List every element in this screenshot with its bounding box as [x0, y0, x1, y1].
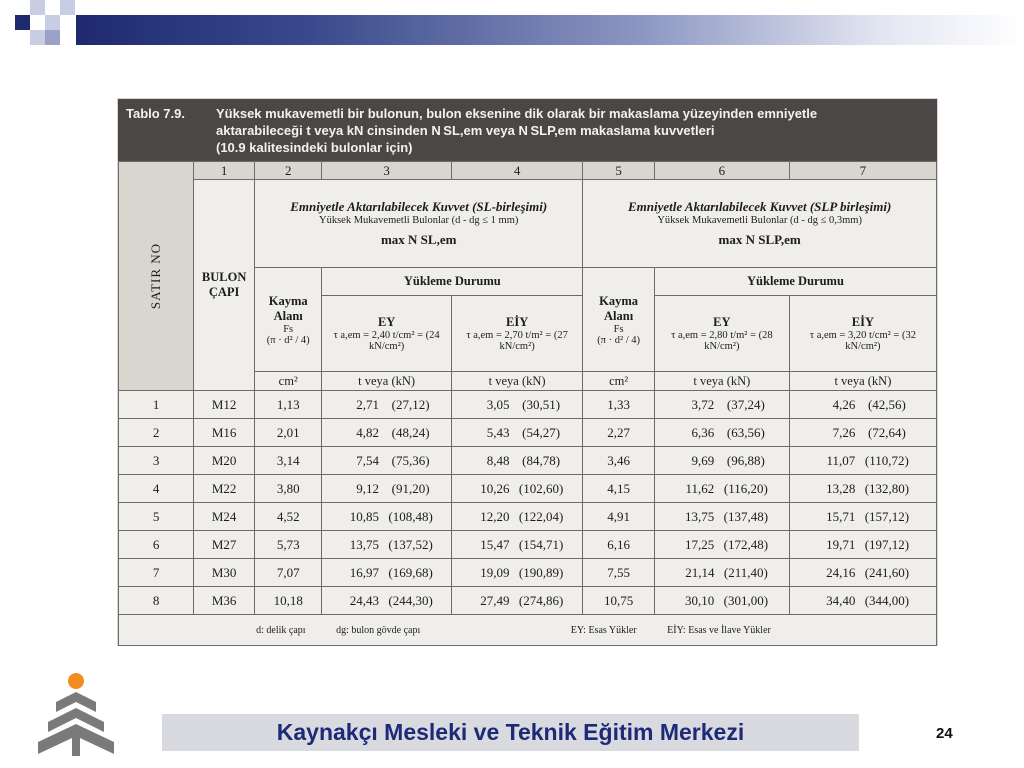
- slp-ey-value: [654, 475, 789, 503]
- value-kn: (102,60): [518, 480, 564, 496]
- unit-cell: cm²: [255, 372, 322, 391]
- value-t: 6,36: [691, 424, 715, 440]
- tau-value: τ a,em = 3,20 t/cm² = (32 kN/cm²): [809, 330, 916, 352]
- table-body: [119, 391, 937, 615]
- value-kn: (274,86): [518, 592, 564, 608]
- sl-eiy-value: [451, 531, 582, 559]
- shear-area-slp: 3,46: [583, 447, 655, 475]
- shear-area-slp: 7,55: [583, 559, 655, 587]
- value-t: 24,43: [349, 592, 380, 608]
- slp-ey-value: [654, 503, 789, 531]
- eiy-label: EİY: [506, 315, 529, 329]
- header-gradient-bar: [76, 15, 1024, 45]
- table-row: [119, 391, 937, 419]
- value-kn: (241,60): [864, 564, 910, 580]
- shear-area-sl: 5,73: [255, 531, 322, 559]
- shear-area-sl: 3,80: [255, 475, 322, 503]
- bolt-size: M12: [194, 391, 255, 419]
- column-number: 3: [322, 162, 452, 180]
- value-kn: (154,71): [518, 536, 564, 552]
- sl-ey-value: [322, 447, 452, 475]
- shear-area-slp: 4,91: [583, 503, 655, 531]
- sl-eiy-value: [451, 559, 582, 587]
- value-kn: (116,20): [723, 480, 768, 496]
- deco-square: [45, 30, 60, 45]
- unit-cell: t veya (kN): [322, 372, 452, 391]
- table-caption: [118, 99, 937, 161]
- shear-area-sl: 2,01: [255, 419, 322, 447]
- sl-eiy-value: [451, 447, 582, 475]
- table-title-line: aktarabileceği t veya kN cinsinden N SL,em veya N SLP,em makaslama kuvvetleri: [216, 123, 715, 138]
- value-kn: (84,78): [522, 452, 561, 468]
- value-kn: (72,64): [867, 424, 906, 440]
- value-t: 34,40: [826, 592, 856, 608]
- kayma-alani-sl: [255, 268, 322, 372]
- ey-label: EY: [377, 315, 396, 329]
- column-number-row: [119, 162, 937, 180]
- group-sl-header: [255, 180, 583, 268]
- value-t: 11,07: [826, 452, 856, 468]
- row-number: 5: [119, 503, 194, 531]
- slp-ey-value: [654, 559, 789, 587]
- area-formula: (π · d² / 4): [266, 334, 310, 346]
- slp-ey-value: [654, 419, 789, 447]
- value-t: 13,75: [349, 536, 380, 552]
- value-kn: (157,12): [864, 508, 910, 524]
- row-number: 1: [119, 391, 194, 419]
- unit-cell: t veya (kN): [789, 372, 936, 391]
- shear-area-slp: 1,33: [583, 391, 655, 419]
- bolt-size: M36: [194, 587, 255, 615]
- table-title-line: Yüksek mukavemetli bir bulonun, bulon eksenine dik olarak bir makaslama yüzeyinden emniyetle: [216, 106, 818, 121]
- value-kn: (110,72): [864, 452, 909, 468]
- slp-ey-value: [654, 587, 789, 615]
- sl-eiy-value: [451, 419, 582, 447]
- footnotes: [119, 615, 937, 646]
- table-row: [119, 531, 937, 559]
- value-kn: (169,68): [388, 564, 433, 580]
- deco-square: [45, 15, 60, 30]
- value-t: 13,75: [685, 508, 715, 524]
- kayma-alani-slp: [583, 268, 655, 372]
- scanned-table: [118, 99, 937, 645]
- value-t: 17,25: [685, 536, 715, 552]
- slp-eiy-value: [789, 447, 936, 475]
- satir-no-header: SATIR NO: [119, 162, 194, 391]
- bolt-size: M27: [194, 531, 255, 559]
- table-row: [119, 419, 937, 447]
- footnote: dg: bulon gövde çapı: [336, 624, 421, 636]
- value-t: 4,26: [832, 396, 856, 412]
- value-t: 9,12: [356, 480, 380, 496]
- table-row: [119, 475, 937, 503]
- group-slp-title: Emniyetle Aktarılabilecek Kuvvet (SLP birleşimi): [627, 199, 892, 214]
- sl-ey-value: [322, 531, 452, 559]
- slp-eiy-value: [789, 419, 936, 447]
- tau-value: τ a,em = 2,70 t/m² = (27 kN/cm²): [466, 330, 568, 352]
- deco-square: [30, 0, 45, 15]
- unit-cell: t veya (kN): [654, 372, 789, 391]
- row-number: 3: [119, 447, 194, 475]
- value-kn: (75,36): [391, 452, 430, 468]
- value-t: 30,10: [685, 592, 715, 608]
- slp-eiy-cell: [789, 296, 936, 372]
- value-t: 2,71: [356, 396, 380, 412]
- eiy-label: EİY: [851, 315, 875, 329]
- value-kn: (190,89): [518, 564, 564, 580]
- sl-eiy-cell: [451, 296, 582, 372]
- row-number: 8: [119, 587, 194, 615]
- value-t: 13,28: [826, 480, 856, 496]
- sl-ey-value: [322, 475, 452, 503]
- sl-eiy-value: [451, 587, 582, 615]
- value-t: 16,97: [349, 564, 380, 580]
- tau-value: τ a,em = 2,80 t/m² = (28 kN/cm²): [671, 330, 773, 352]
- slp-eiy-value: [789, 559, 936, 587]
- value-t: 24,16: [826, 564, 856, 580]
- value-t: 4,82: [356, 424, 380, 440]
- row-number: 4: [119, 475, 194, 503]
- column-number: 6: [654, 162, 789, 180]
- slp-ey-cell: [654, 296, 789, 372]
- institution-name: Kaynakçı Mesleki ve Teknik Eğitim Merkezi: [276, 719, 745, 745]
- column-number: 4: [451, 162, 582, 180]
- slp-eiy-value: [789, 503, 936, 531]
- sl-ey-value: [322, 559, 452, 587]
- value-t: 11,62: [685, 480, 715, 496]
- value-t: 7,26: [832, 424, 856, 440]
- row-number: 6: [119, 531, 194, 559]
- bolt-shear-table: [118, 161, 937, 646]
- value-kn: (96,88): [726, 452, 765, 468]
- group-slp-subtitle: Yüksek Mukavemetli Bulonlar (d - dg ≤ 0,3mm): [657, 215, 862, 226]
- unit-cell: t veya (kN): [451, 372, 582, 391]
- slp-ey-value: [654, 447, 789, 475]
- footer-band: [162, 714, 859, 751]
- column-number: 1: [194, 162, 255, 180]
- yukleme-durumu-sl: Yükleme Durumu: [322, 268, 583, 296]
- value-kn: (172,48): [723, 536, 769, 552]
- bolt-size: M16: [194, 419, 255, 447]
- value-kn: (30,51): [522, 396, 561, 412]
- page-number: 24: [936, 725, 953, 742]
- table-number: Tablo 7.9.: [126, 106, 185, 121]
- bolt-size: M20: [194, 447, 255, 475]
- shear-area-slp: 4,15: [583, 475, 655, 503]
- value-kn: (48,24): [391, 424, 430, 440]
- column-number: 5: [583, 162, 655, 180]
- footnote: EİY: Esas ve İlave Yükler: [667, 624, 771, 636]
- slp-eiy-value: [789, 531, 936, 559]
- value-kn: (344,00): [864, 592, 910, 608]
- bolt-size: M22: [194, 475, 255, 503]
- value-t: 15,71: [826, 508, 856, 524]
- value-t: 15,47: [480, 536, 510, 552]
- fs-label: Fs: [613, 323, 624, 335]
- value-kn: (132,80): [864, 480, 910, 496]
- value-t: 19,71: [826, 536, 856, 552]
- sl-eiy-value: [451, 475, 582, 503]
- shear-area-sl: 4,52: [255, 503, 322, 531]
- group-sl-subtitle: Yüksek Mukavemetli Bulonlar (d - dg ≤ 1 mm): [318, 215, 519, 226]
- slp-eiy-value: [789, 475, 936, 503]
- value-kn: (211,40): [723, 564, 768, 580]
- value-t: 8,48: [486, 452, 510, 468]
- shear-area-slp: 2,27: [583, 419, 655, 447]
- value-kn: (54,27): [522, 424, 561, 440]
- value-kn: (122,04): [518, 508, 564, 524]
- shear-area-sl: 7,07: [255, 559, 322, 587]
- column-number: 2: [255, 162, 322, 180]
- footnote-row: [119, 615, 937, 646]
- value-kn: (244,30): [388, 592, 433, 608]
- shear-area-slp: 6,16: [583, 531, 655, 559]
- value-t: 19,09: [480, 564, 510, 580]
- yukleme-durumu-slp: Yükleme Durumu: [654, 268, 936, 296]
- area-formula: (π · d² / 4): [597, 334, 641, 346]
- table-row: [119, 447, 937, 475]
- tau-value: τ a,em = 2,40 t/cm² = (24 kN/cm²): [333, 330, 440, 352]
- bolt-size: M30: [194, 559, 255, 587]
- bolt-size: M24: [194, 503, 255, 531]
- kayma-alani-label: Kayma Alanı: [599, 293, 639, 323]
- footnote: EY: Esas Yükler: [570, 624, 637, 636]
- value-t: 27,49: [480, 592, 510, 608]
- column-number: 7: [789, 162, 936, 180]
- value-kn: (137,48): [723, 508, 769, 524]
- value-t: 5,43: [486, 424, 510, 440]
- table-title-line: (10.9 kalitesindeki bulonlar için): [216, 140, 413, 155]
- shear-area-slp: 10,75: [583, 587, 655, 615]
- value-kn: (91,20): [391, 480, 430, 496]
- value-kn: (63,56): [726, 424, 765, 440]
- group-header-row: [119, 180, 937, 268]
- ey-label: EY: [713, 315, 731, 329]
- deco-square: [60, 0, 75, 15]
- value-t: 9,69: [691, 452, 715, 468]
- value-kn: (42,56): [867, 396, 906, 412]
- value-t: 10,85: [349, 508, 380, 524]
- header-decoration: [0, 0, 1024, 60]
- value-t: 3,72: [691, 396, 715, 412]
- kayma-alani-label: Kayma Alanı: [268, 293, 308, 323]
- table-row: [119, 559, 937, 587]
- value-kn: (27,12): [391, 396, 430, 412]
- value-kn: (37,24): [726, 396, 765, 412]
- table-title: [216, 105, 916, 156]
- bulon-capi-header: BULON ÇAPI: [194, 180, 255, 391]
- fs-label: Fs: [283, 323, 294, 335]
- slp-eiy-value: [789, 391, 936, 419]
- institution-logo: [28, 672, 124, 758]
- sl-ey-value: [322, 587, 452, 615]
- group-slp-max: max N SLP,em: [718, 232, 801, 247]
- value-t: 7,54: [356, 452, 380, 468]
- shear-area-sl: 1,13: [255, 391, 322, 419]
- slp-eiy-value: [789, 587, 936, 615]
- sl-ey-value: [322, 391, 452, 419]
- group-slp-header: [583, 180, 937, 268]
- value-kn: (137,52): [388, 536, 433, 552]
- value-kn: (197,12): [864, 536, 910, 552]
- footnote: d: delik çapı: [256, 624, 306, 636]
- sl-ey-value: [322, 503, 452, 531]
- deco-square: [30, 30, 45, 45]
- value-kn: (301,00): [723, 592, 769, 608]
- group-sl-max: max N SL,em: [380, 232, 457, 247]
- value-kn: (108,48): [388, 508, 433, 524]
- deco-square: [15, 15, 30, 30]
- value-t: 10,26: [480, 480, 510, 496]
- row-number: 2: [119, 419, 194, 447]
- sl-eiy-value: [451, 391, 582, 419]
- shear-area-sl: 10,18: [255, 587, 322, 615]
- table-row: [119, 587, 937, 615]
- sl-eiy-value: [451, 503, 582, 531]
- shear-area-sl: 3,14: [255, 447, 322, 475]
- value-t: 21,14: [685, 564, 715, 580]
- value-t: 3,05: [486, 396, 510, 412]
- group-sl-title: Emniyetle Aktarılabilecek Kuvvet (SL-birleşimi): [290, 199, 548, 214]
- slp-ey-value: [654, 391, 789, 419]
- slp-ey-value: [654, 531, 789, 559]
- table-row: [119, 503, 937, 531]
- row-number: 7: [119, 559, 194, 587]
- value-t: 12,20: [480, 508, 510, 524]
- unit-cell: cm²: [583, 372, 655, 391]
- sl-ey-cell: [322, 296, 452, 372]
- sl-ey-value: [322, 419, 452, 447]
